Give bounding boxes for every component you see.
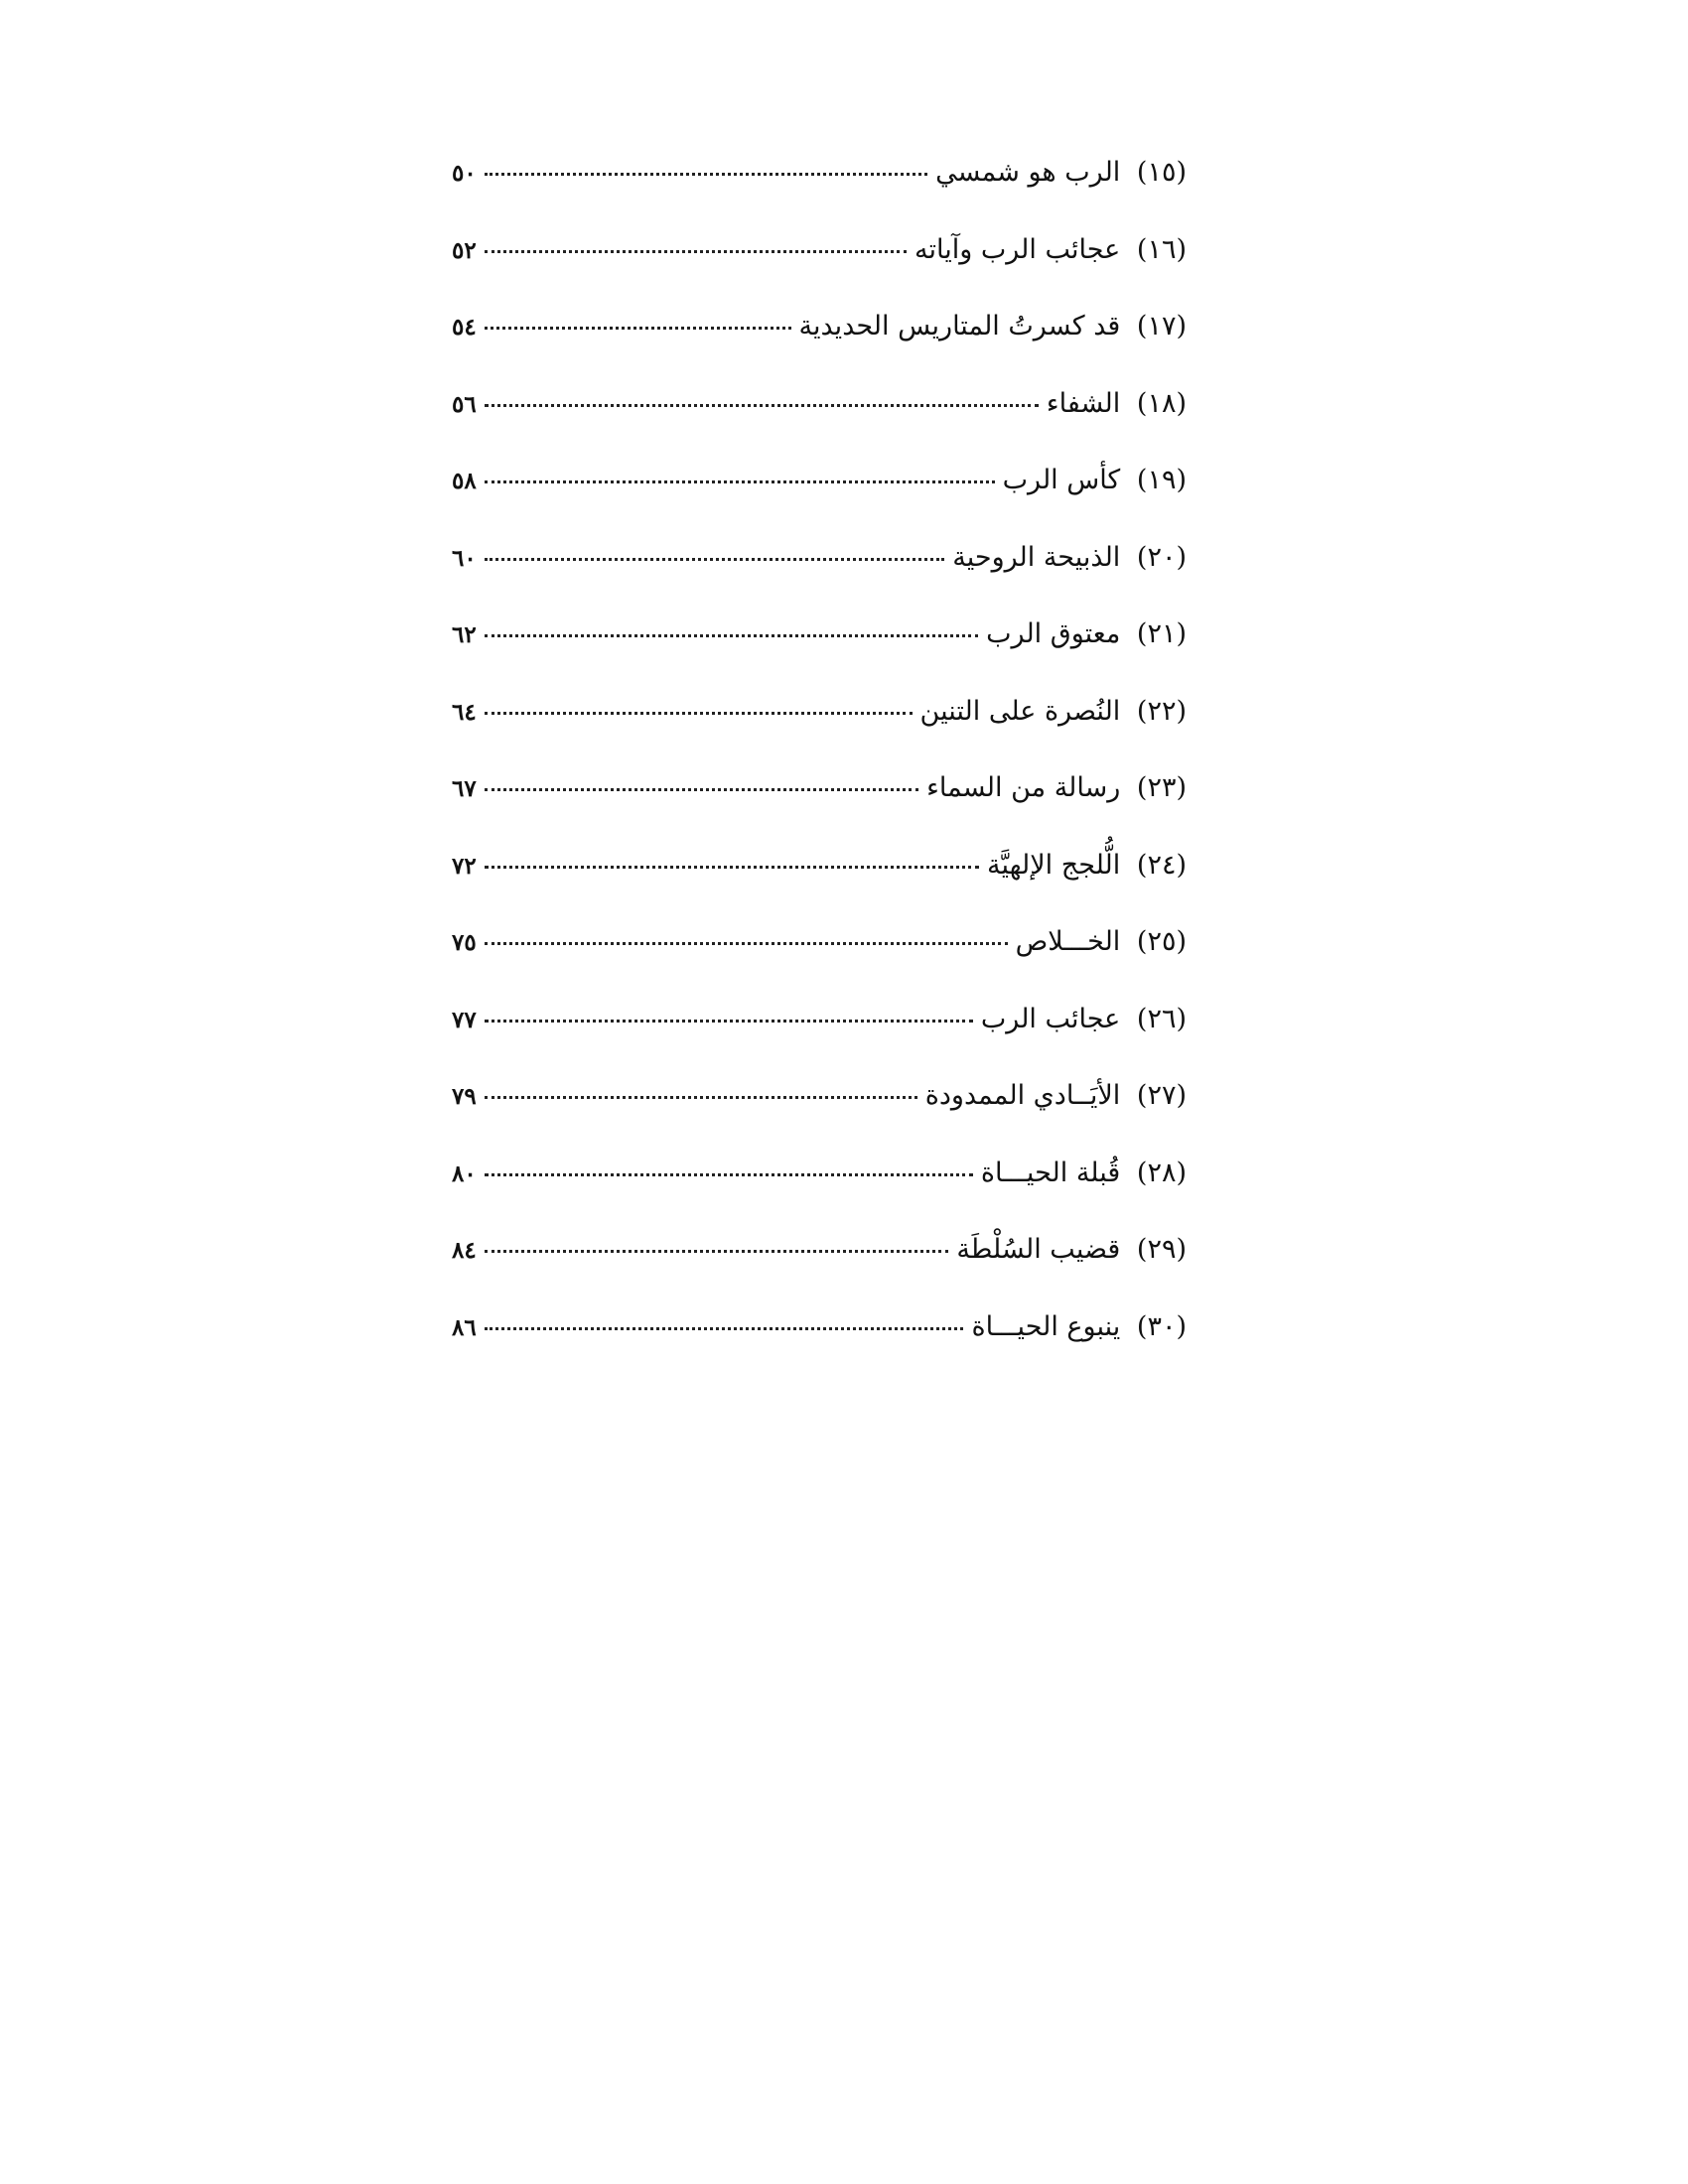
- toc-entry-title: معتوق الرب: [986, 618, 1121, 649]
- toc-entry-number: (١٧): [1136, 311, 1187, 341]
- toc-entry-title: ينبوع الحيـــاة: [971, 1310, 1121, 1342]
- toc-entry-title: رسالة من السماء: [926, 772, 1121, 803]
- toc-entry-title: الأيَــادي الممدودة: [924, 1080, 1121, 1111]
- toc-entry-label: [1016, 928, 1187, 955]
- toc-entry-page: ٥٢: [452, 236, 477, 264]
- dot-leader: [485, 1020, 973, 1023]
- dot-leader: [485, 404, 1039, 407]
- dot-leader: [485, 480, 995, 483]
- toc-entry-number: (٢٣): [1136, 772, 1187, 803]
- toc-entry-page: ٥٦: [452, 390, 477, 418]
- toc-entry-label: [952, 541, 1187, 573]
- toc-entry-number: (١٦): [1136, 233, 1187, 265]
- toc-entry-number: (٢٨): [1136, 1157, 1187, 1188]
- dot-leader: [485, 866, 979, 869]
- toc-entry-number: (٣٠): [1136, 1310, 1187, 1342]
- dot-leader: [485, 634, 978, 637]
- dot-leader: [485, 1250, 949, 1253]
- toc-entry-number: (٢٦): [1136, 1003, 1187, 1034]
- toc-entry[interactable]: [452, 159, 1187, 236]
- dot-leader: [485, 1173, 973, 1176]
- dot-leader: [485, 1096, 917, 1099]
- toc-entry[interactable]: [452, 541, 1187, 621]
- toc-entry-label: [1003, 467, 1187, 493]
- toc-entry-number: (٢١): [1136, 618, 1187, 649]
- toc-entry-page: ٥٠: [452, 160, 477, 187]
- toc-entry[interactable]: [452, 1003, 1187, 1083]
- toc-entry-title: النُصرة على التنين: [919, 695, 1121, 727]
- toc-entry-title: الشفاء: [1046, 387, 1121, 419]
- dot-leader: [485, 327, 791, 330]
- toc-entry[interactable]: [452, 313, 1187, 390]
- toc-entry-label: [980, 1157, 1187, 1188]
- toc-entry[interactable]: [452, 620, 1187, 698]
- toc-entry-title: الذبيحة الروحية: [952, 541, 1121, 573]
- toc-entry-page: ٦٠: [452, 544, 477, 572]
- toc-entry[interactable]: [452, 695, 1187, 775]
- toc-entry-title: قد كسرتُ المتاريس الحديدية: [798, 311, 1121, 341]
- toc-entry[interactable]: [452, 1157, 1187, 1237]
- toc-entry-label: [980, 1003, 1187, 1034]
- toc-entry-title: الُّلجج الإلهيَّة: [986, 849, 1121, 881]
- toc-entry-number: (٢٩): [1136, 1234, 1187, 1265]
- dot-leader: [485, 942, 1008, 945]
- toc-entry-number: (٢٤): [1136, 849, 1187, 881]
- dot-leader: [485, 250, 907, 253]
- toc-entry-title: عجائب الرب: [980, 1003, 1121, 1034]
- toc-entry-page: ٧٥: [452, 929, 477, 956]
- toc-entry-number: (١٥): [1136, 157, 1187, 188]
- toc-entry[interactable]: [452, 1236, 1187, 1313]
- toc-entry-title: الخـــلاص: [1015, 926, 1121, 957]
- toc-entry-label: [956, 1236, 1187, 1263]
- toc-entry-number: (١٨): [1136, 387, 1187, 419]
- toc-entry-label: [799, 313, 1187, 340]
- toc-entry-page: ٨٠: [452, 1160, 477, 1187]
- dot-leader: [485, 712, 913, 715]
- toc-entry[interactable]: [452, 774, 1187, 852]
- toc-entry-label: [914, 233, 1187, 265]
- toc-entry-page: ٧٧: [452, 1006, 477, 1033]
- dot-leader: [485, 1327, 964, 1330]
- toc-entry-page: ٨٦: [452, 1313, 477, 1341]
- toc-entry[interactable]: [452, 849, 1187, 929]
- toc-entry-title: الرب هو شمسي: [935, 157, 1121, 188]
- toc-entry-title: عجائب الرب وآياته: [914, 233, 1121, 265]
- toc-entry-number: (١٩): [1136, 465, 1187, 495]
- toc-entry-page: ٦٤: [452, 698, 477, 726]
- toc-entry-title: قضيب السُلْطَة: [956, 1234, 1121, 1265]
- toc-entry-number: (٢٢): [1136, 695, 1187, 727]
- toc-entry-label: [1046, 387, 1187, 419]
- toc-entry-page: ٥٨: [452, 468, 477, 494]
- toc-entry-label: [986, 620, 1187, 647]
- toc-entry[interactable]: [452, 928, 1187, 1006]
- toc-entry-page: ٨٤: [452, 1237, 477, 1264]
- toc-entry[interactable]: [452, 467, 1187, 544]
- toc-entry-label: [919, 695, 1187, 727]
- dot-leader: [485, 788, 918, 791]
- toc-entry-label: [971, 1310, 1187, 1342]
- dot-leader: [485, 558, 945, 561]
- toc-entry-title: كأس الرب: [1002, 465, 1121, 495]
- toc-entry-title: قُبلة الحيـــاة: [980, 1157, 1121, 1188]
- toc-entry-number: (٢٥): [1136, 926, 1187, 957]
- toc-entry-page: ٥٤: [452, 314, 477, 341]
- toc-entry-label: [986, 849, 1187, 881]
- toc-entry-label: [935, 159, 1187, 186]
- toc-entry-label: [926, 774, 1187, 801]
- dot-leader: [485, 173, 927, 176]
- toc-entry-page: ٦٧: [452, 775, 477, 802]
- table-of-contents: [452, 159, 1187, 1390]
- toc-entry-number: (٢٧): [1136, 1080, 1187, 1111]
- toc-entry[interactable]: [452, 1310, 1187, 1391]
- toc-entry-label: [925, 1082, 1187, 1109]
- toc-entry[interactable]: [452, 1082, 1187, 1160]
- toc-entry-number: (٢٠): [1136, 541, 1187, 573]
- toc-entry-page: ٦٢: [452, 621, 477, 648]
- toc-entry-page: ٧٢: [452, 852, 477, 880]
- toc-entry-page: ٧٩: [452, 1083, 477, 1110]
- toc-entry[interactable]: [452, 233, 1187, 314]
- toc-entry[interactable]: [452, 387, 1187, 468]
